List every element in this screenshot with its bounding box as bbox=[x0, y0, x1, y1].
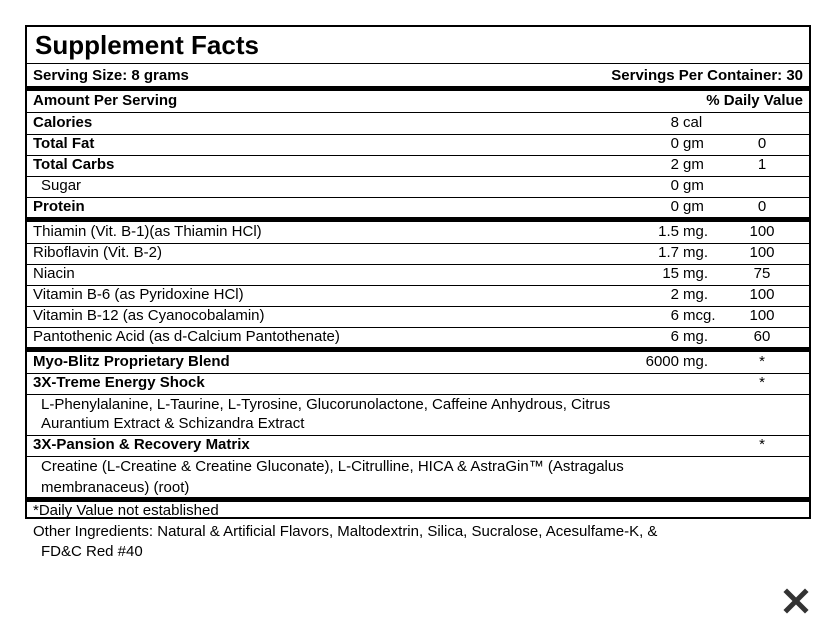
blend-daily-value: * bbox=[759, 353, 765, 370]
divider bbox=[27, 394, 809, 395]
nutrient-name: Total Fat bbox=[33, 135, 95, 152]
divider bbox=[27, 456, 809, 457]
vitamin-amount: 6 bbox=[670, 307, 679, 324]
panel-title: Supplement Facts bbox=[35, 30, 259, 60]
vitamin-amount: 1.5 bbox=[658, 223, 679, 240]
nutrient-amount: 2 bbox=[670, 156, 679, 173]
x-close-icon[interactable] bbox=[783, 588, 809, 614]
nutrient-amount: 0 bbox=[670, 135, 679, 152]
vitamin-name: Pantothenic Acid (as d-Calcium Pantothenate) bbox=[33, 328, 340, 345]
vitamin-daily-value: 100 bbox=[749, 307, 775, 324]
vitamin-amount: 2 bbox=[670, 286, 679, 303]
vitamin-amount: 1.7 bbox=[658, 244, 679, 261]
energy-ingredients-line1: L-Phenylalanine, L-Taurine, L-Tyrosine, Glucorunolactone, Caffeine Anhydrous, Citrus bbox=[41, 396, 611, 413]
vitamin-unit: mg. bbox=[683, 286, 709, 303]
nutrient-name: Sugar bbox=[41, 177, 82, 194]
nutrient-unit: gm bbox=[683, 156, 704, 173]
nutrient-daily-value: 1 bbox=[757, 156, 767, 173]
vitamin-name: Vitamin B-12 (as Cyanocobalamin) bbox=[33, 307, 265, 324]
vitamin-name: Vitamin B-6 (as Pyridoxine HCl) bbox=[33, 286, 244, 303]
vitamin-amount: 15 bbox=[662, 265, 679, 282]
thick-divider bbox=[27, 217, 809, 222]
blend-amount: 6000 bbox=[645, 353, 679, 370]
recovery-blend-name: 3X-Pansion & Recovery Matrix bbox=[33, 436, 250, 453]
nutrient-unit: gm bbox=[683, 198, 704, 215]
thick-divider bbox=[27, 86, 809, 91]
recovery-ingredients-line2: membranaceus) (root) bbox=[41, 479, 190, 496]
nutrient-unit: gm bbox=[683, 135, 704, 152]
daily-value-footnote: *Daily Value not established bbox=[33, 502, 219, 519]
vitamin-daily-value: 100 bbox=[749, 223, 775, 240]
recovery-blend-daily-value: * bbox=[759, 436, 765, 453]
nutrient-name: Total Carbs bbox=[33, 156, 115, 173]
vitamin-daily-value: 60 bbox=[753, 328, 771, 345]
vitamin-unit: mcg. bbox=[683, 307, 716, 324]
other-ingredients bbox=[33, 522, 753, 562]
other-ingredients-line1: Other Ingredients: Natural & Artificial Flavors, Maltodextrin, Silica, Sucralose, Acesulfame-K, & bbox=[33, 523, 658, 540]
nutrient-amount: 0 bbox=[670, 177, 679, 194]
vitamin-unit: mg. bbox=[683, 223, 709, 240]
nutrient-unit: cal bbox=[683, 114, 703, 131]
energy-blend-name: 3X-Treme Energy Shock bbox=[33, 374, 205, 391]
divider bbox=[27, 112, 809, 113]
nutrient-amount: 8 bbox=[670, 114, 679, 131]
vitamin-unit: mg. bbox=[683, 265, 709, 282]
thick-divider bbox=[27, 347, 809, 352]
servings-per-container: Servings Per Container: 30 bbox=[611, 67, 803, 84]
vitamin-name: Thiamin (Vit. B-1)(as Thiamin HCl) bbox=[33, 223, 262, 240]
vitamin-name: Niacin bbox=[33, 265, 75, 282]
vitamin-unit: mg. bbox=[683, 328, 709, 345]
vitamin-unit: mg. bbox=[683, 244, 709, 261]
nutrient-daily-value: 0 bbox=[757, 198, 767, 215]
recovery-ingredients-line1: Creatine (L-Creatine & Creatine Gluconate), L-Citrulline, HICA & AstraGin™ (Astragalus bbox=[41, 458, 624, 475]
vitamin-daily-value: 100 bbox=[749, 244, 775, 261]
daily-value-header: % Daily Value bbox=[706, 92, 803, 109]
other-ingredients-line2: FD&C Red #40 bbox=[41, 543, 143, 560]
vitamin-daily-value: 100 bbox=[749, 286, 775, 303]
energy-blend-daily-value: * bbox=[759, 374, 765, 391]
nutrient-name: Protein bbox=[33, 198, 85, 215]
nutrient-amount: 0 bbox=[670, 198, 679, 215]
nutrient-unit: gm bbox=[683, 177, 704, 194]
blend-unit: mg. bbox=[683, 353, 709, 370]
amount-per-serving-header: Amount Per Serving bbox=[33, 92, 178, 109]
vitamin-daily-value: 75 bbox=[753, 265, 771, 282]
serving-size: Serving Size: 8 grams bbox=[33, 67, 189, 84]
divider bbox=[27, 63, 809, 64]
energy-ingredients-line2: Aurantium Extract & Schizandra Extract bbox=[41, 415, 305, 432]
supplement-facts-panel bbox=[25, 25, 811, 519]
nutrient-name: Calories bbox=[33, 114, 93, 131]
blend-name: Myo-Blitz Proprietary Blend bbox=[33, 353, 230, 370]
vitamin-amount: 6 bbox=[670, 328, 679, 345]
nutrient-daily-value: 0 bbox=[757, 135, 767, 152]
vitamin-name: Riboflavin (Vit. B-2) bbox=[33, 244, 162, 261]
